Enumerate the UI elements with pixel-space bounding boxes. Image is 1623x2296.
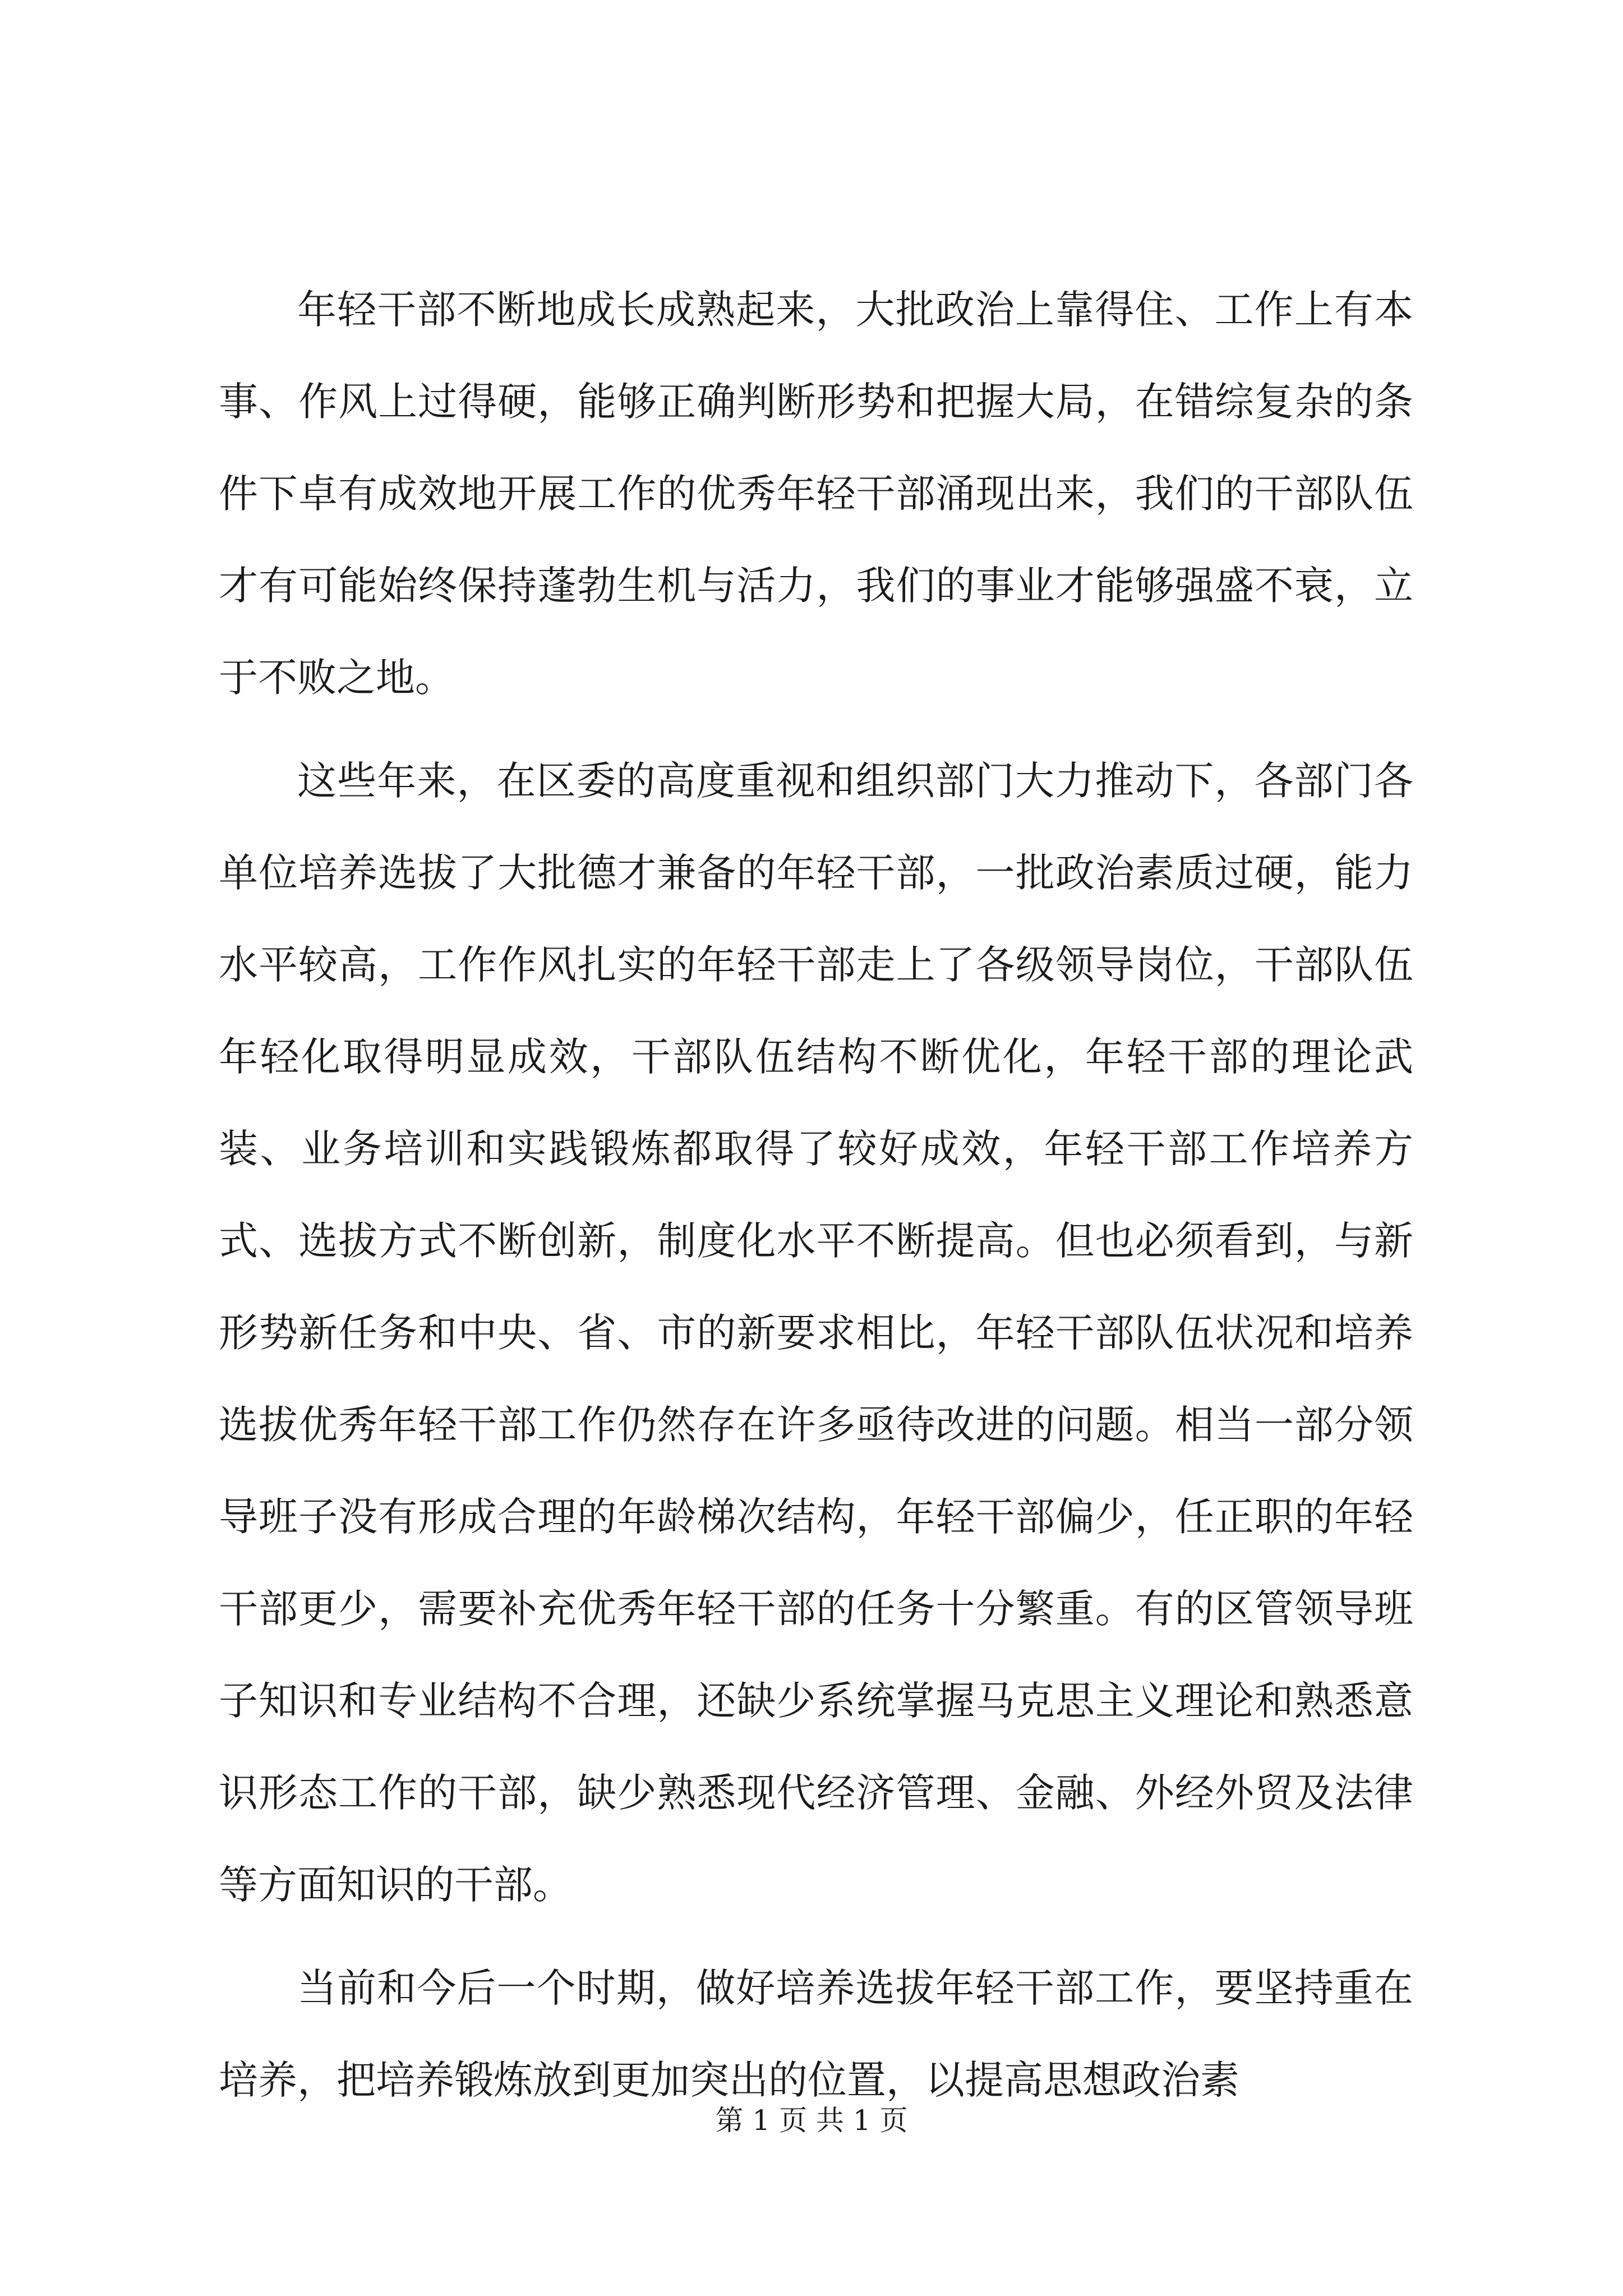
paragraph-3: 当前和今后一个时期，做好培养选拔年轻干部工作，要坚持重在培养，把培养锻炼放到更加突出的位置，以提高思想政治素: [219, 1965, 1413, 2103]
document-body: [219, 264, 1413, 2137]
page-footer: 第 1 页 共 1 页: [715, 2104, 908, 2137]
paragraph-2: 这些年来，在区委的高度重视和组织部门大力推动下，各部门各单位培养选拔了大批德才兼备的年轻干部，一批政治素质过硬，能力水平较高，工作作风扎实的年轻干部走上了各级领导岗位，干部队伍年轻化取得明显成效，干部队伍结构不断优化，年轻干部的理论武装、业务培训和实践锻炼都取得了较好成效，年轻干部工作培养方式、选拔方式不断创新，制度化水平不断提高。但也必须看到，与新形势新任务和中央、省、市的新要求相比，年轻干部队伍状况和培养选拔优秀年轻干部工作仍然存在许多亟待改进的问题。相当一部分领导班子没有形成合理的年龄梯次结构，年轻干部偏少，任正职的年轻干部更少，需要补充优秀年轻干部的任务十分繁重。有的区管领导班子知识和专业结构不合理，还缺少系统掌握马克思主义理论和熟悉意识形态工作的干部，缺少熟悉现代经济管理、金融、外经外贸及法律等方面知识的干部。: [219, 758, 1413, 1908]
paragraph-1: 年轻干部不断地成长成熟起来，大批政治上靠得住、工作上有本事、作风上过得硬，能够正确判断形势和把握大局，在错综复杂的条件下卓有成效地开展工作的优秀年轻干部涌现出来，我们的干部队伍才有可能始终保持蓬勃生机与活力，我们的事业才能够强盛不衰，立于不败之地。: [219, 287, 1413, 701]
